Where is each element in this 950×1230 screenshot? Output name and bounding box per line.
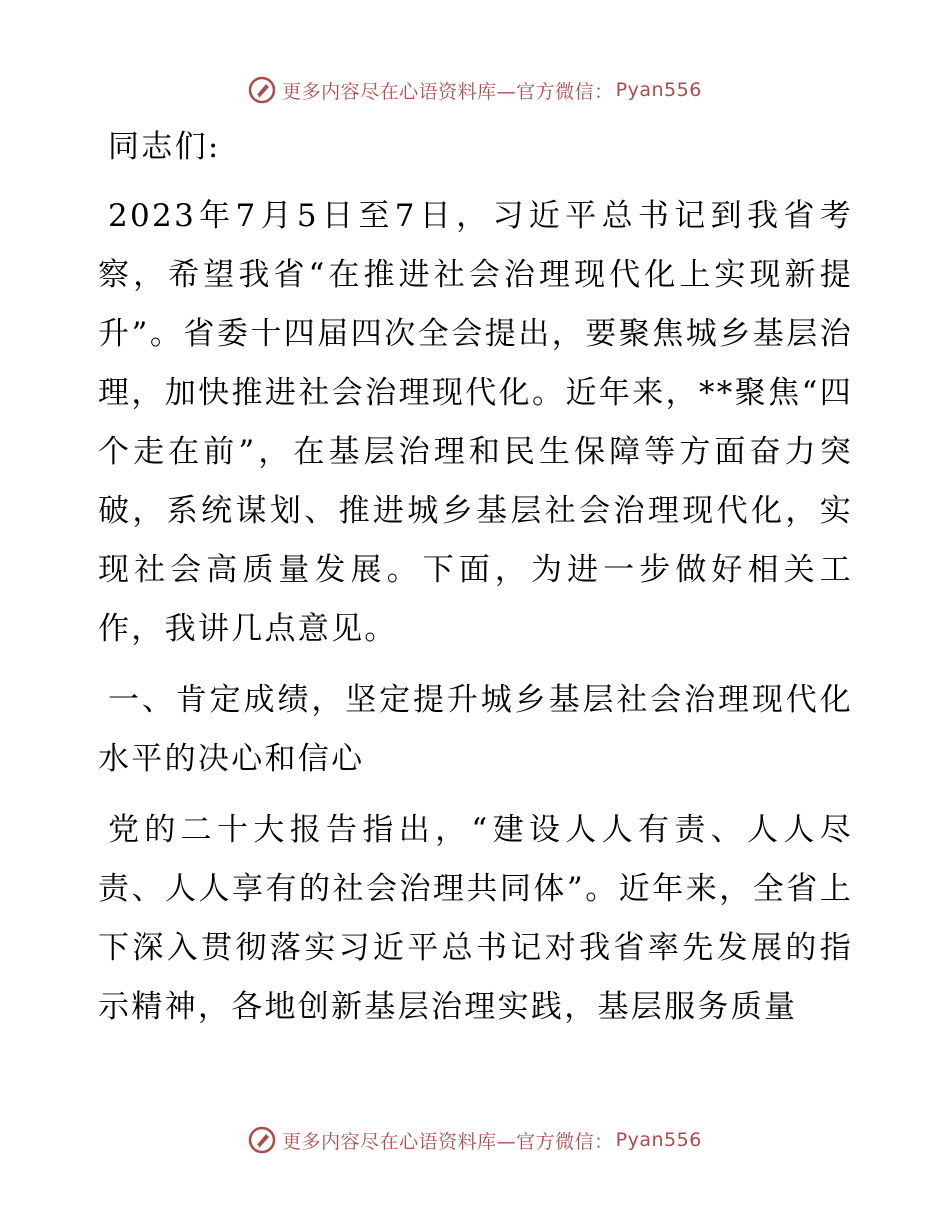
salutation: 同志们: xyxy=(108,129,221,165)
watermark-wechat-id: Pyan556 xyxy=(615,79,702,101)
section-heading-1: 一、肯定成绩，坚定提升城乡基层社会治理现代化水平的决心和信心 xyxy=(98,682,853,777)
watermark-text: 更多内容尽在心语资料库—官方微信： xyxy=(282,80,614,103)
watermark-text: 更多内容尽在心语资料库—官方微信： xyxy=(282,1130,614,1153)
paragraph-intro: 2023年7月5日至7日，习近平总书记到我省考察，希望我省“在推进社会治理现代化上实现新提升”。省委十四届四次全会提出，要聚焦城乡基层治理，加快推进社会治理现代化。近年来，**聚焦“四个走在前”，在基层治理和民生保障等方面奋力突破，系统谋划、推进城乡基层社会治理现代化，实现社会高质量发展。下面，为进一步做好相关工作，我讲几点意见。 xyxy=(98,198,853,647)
watermark-wechat-id: Pyan556 xyxy=(615,1129,702,1151)
paragraph-section-1: 党的二十大报告指出，“建设人人有责、人人尽责、人人享有的社会治理共同体”。近年来，全省上下深入贯彻落实习近平总书记对我省率先发展的指示精神，各地创新基层治理实践，基层服务质量 xyxy=(98,812,853,1025)
footer-watermark xyxy=(0,1120,950,1160)
header-watermark xyxy=(0,70,950,110)
document-body xyxy=(98,118,853,1049)
pen-nib-icon xyxy=(248,76,276,104)
pen-nib-icon xyxy=(248,1126,276,1154)
